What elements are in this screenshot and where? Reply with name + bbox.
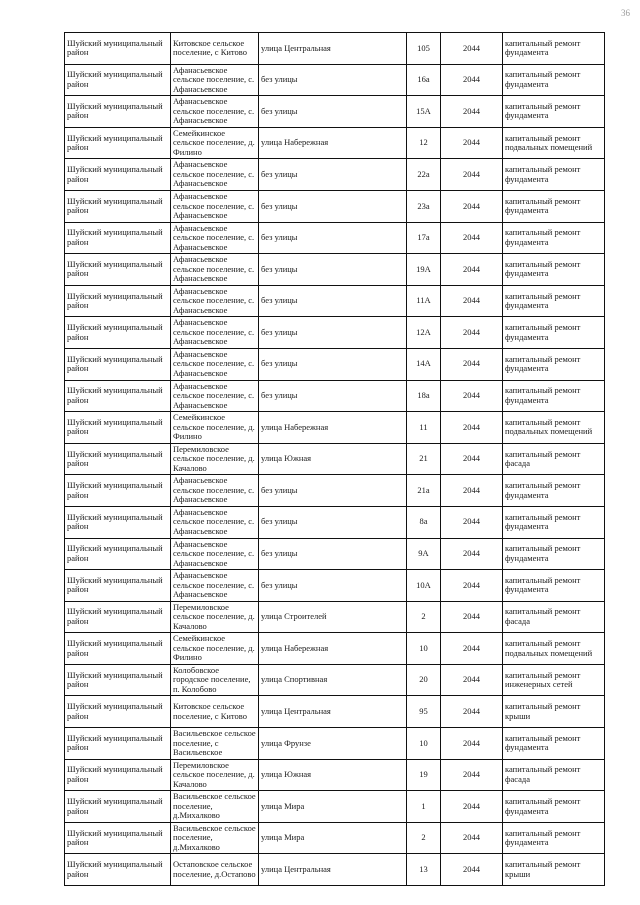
year-cell: 2044 xyxy=(441,380,503,412)
district-cell: Шуйский муниципальный район xyxy=(65,380,171,412)
table-row xyxy=(65,728,605,760)
house-number-cell: 18а xyxy=(407,380,441,412)
settlement-cell: Афанасьевское сельское поселение, с. Афанасьевское xyxy=(171,254,259,286)
house-number-cell: 2 xyxy=(407,822,441,854)
street-cell: без улицы xyxy=(259,64,407,96)
year-cell: 2044 xyxy=(441,96,503,128)
table-row xyxy=(65,317,605,349)
settlement-cell: Васильевское сельское поселение, с Васильевское xyxy=(171,728,259,760)
year-cell: 2044 xyxy=(441,696,503,728)
year-cell: 2044 xyxy=(441,127,503,159)
district-cell: Шуйский муниципальный район xyxy=(65,791,171,823)
street-cell: без улицы xyxy=(259,96,407,128)
street-cell: улица Набережная xyxy=(259,127,407,159)
street-cell: без улицы xyxy=(259,506,407,538)
house-number-cell: 21а xyxy=(407,475,441,507)
work-type-cell: капитальный ремонт фундамента xyxy=(503,475,605,507)
house-number-cell: 10А xyxy=(407,570,441,602)
work-type-cell: капитальный ремонт фасада xyxy=(503,443,605,475)
year-cell: 2044 xyxy=(441,664,503,696)
work-type-cell: капитальный ремонт фундамента xyxy=(503,96,605,128)
street-cell: улица Спортивная xyxy=(259,664,407,696)
district-cell: Шуйский муниципальный район xyxy=(65,96,171,128)
street-cell: без улицы xyxy=(259,475,407,507)
house-number-cell: 22а xyxy=(407,159,441,191)
house-number-cell: 20 xyxy=(407,664,441,696)
settlement-cell: Колобовское городское поселение, п. Колобово xyxy=(171,664,259,696)
street-cell: улица Фрунзе xyxy=(259,728,407,760)
house-number-cell: 13 xyxy=(407,854,441,886)
settlement-cell: Афанасьевское сельское поселение, с. Афанасьевское xyxy=(171,348,259,380)
table-row xyxy=(65,791,605,823)
table-row xyxy=(65,506,605,538)
work-type-cell: капитальный ремонт фасада xyxy=(503,601,605,633)
street-cell: улица Южная xyxy=(259,759,407,791)
year-cell: 2044 xyxy=(441,254,503,286)
house-number-cell: 23а xyxy=(407,190,441,222)
settlement-cell: Афанасьевское сельское поселение, с. Афанасьевское xyxy=(171,506,259,538)
house-number-cell: 2 xyxy=(407,601,441,633)
table-row xyxy=(65,96,605,128)
work-type-cell: капитальный ремонт фундамента xyxy=(503,538,605,570)
work-type-cell: капитальный ремонт фундамента xyxy=(503,822,605,854)
district-cell: Шуйский муниципальный район xyxy=(65,285,171,317)
year-cell: 2044 xyxy=(441,190,503,222)
house-number-cell: 19 xyxy=(407,759,441,791)
table-body xyxy=(65,33,605,886)
table-row xyxy=(65,348,605,380)
table-row xyxy=(65,64,605,96)
street-cell: без улицы xyxy=(259,222,407,254)
house-number-cell: 11А xyxy=(407,285,441,317)
settlement-cell: Афанасьевское сельское поселение, с. Афанасьевское xyxy=(171,159,259,191)
table-row xyxy=(65,380,605,412)
settlement-cell: Афанасьевское сельское поселение, с. Афанасьевское xyxy=(171,96,259,128)
settlement-cell: Перемиловское сельское поселение, д. Качалово xyxy=(171,601,259,633)
table-row xyxy=(65,254,605,286)
street-cell: улица Мира xyxy=(259,791,407,823)
settlement-cell: Афанасьевское сельское поселение, с. Афанасьевское xyxy=(171,317,259,349)
street-cell: без улицы xyxy=(259,570,407,602)
settlement-cell: Семейкинское сельское поселение, д. Филино xyxy=(171,127,259,159)
settlement-cell: Афанасьевское сельское поселение, с. Афанасьевское xyxy=(171,190,259,222)
work-type-cell: капитальный ремонт фундамента xyxy=(503,254,605,286)
work-type-cell: капитальный ремонт фундамента xyxy=(503,222,605,254)
street-cell: улица Набережная xyxy=(259,412,407,444)
settlement-cell: Афанасьевское сельское поселение, с. Афанасьевское xyxy=(171,64,259,96)
year-cell: 2044 xyxy=(441,285,503,317)
house-number-cell: 1 xyxy=(407,791,441,823)
work-type-cell: капитальный ремонт подвальных помещений xyxy=(503,412,605,444)
settlement-cell: Васильевское сельское поселение, д.Михалково xyxy=(171,791,259,823)
street-cell: без улицы xyxy=(259,159,407,191)
street-cell: без улицы xyxy=(259,317,407,349)
district-cell: Шуйский муниципальный район xyxy=(65,538,171,570)
house-number-cell: 15А xyxy=(407,96,441,128)
street-cell: без улицы xyxy=(259,190,407,222)
work-type-cell: капитальный ремонт крыши xyxy=(503,854,605,886)
district-cell: Шуйский муниципальный район xyxy=(65,601,171,633)
house-number-cell: 17а xyxy=(407,222,441,254)
district-cell: Шуйский муниципальный район xyxy=(65,222,171,254)
table-row xyxy=(65,570,605,602)
table-row xyxy=(65,664,605,696)
table-row xyxy=(65,475,605,507)
table-row xyxy=(65,412,605,444)
district-cell: Шуйский муниципальный район xyxy=(65,127,171,159)
house-number-cell: 19А xyxy=(407,254,441,286)
table-row xyxy=(65,443,605,475)
settlement-cell: Семейкинское сельское поселение, д. Филино xyxy=(171,633,259,665)
street-cell: улица Набережная xyxy=(259,633,407,665)
house-number-cell: 21 xyxy=(407,443,441,475)
district-cell: Шуйский муниципальный район xyxy=(65,348,171,380)
work-type-cell: капитальный ремонт подвальных помещений xyxy=(503,633,605,665)
district-cell: Шуйский муниципальный район xyxy=(65,64,171,96)
settlement-cell: Перемиловское сельское поселение, д. Качалово xyxy=(171,443,259,475)
house-number-cell: 10 xyxy=(407,728,441,760)
work-type-cell: капитальный ремонт крыши xyxy=(503,696,605,728)
year-cell: 2044 xyxy=(441,64,503,96)
settlement-cell: Афанасьевское сельское поселение, с. Афанасьевское xyxy=(171,380,259,412)
settlement-cell: Перемиловское сельское поселение, д. Качалово xyxy=(171,759,259,791)
year-cell: 2044 xyxy=(441,475,503,507)
table-row xyxy=(65,127,605,159)
house-number-cell: 11 xyxy=(407,412,441,444)
street-cell: улица Строителей xyxy=(259,601,407,633)
settlement-cell: Афанасьевское сельское поселение, с. Афанасьевское xyxy=(171,538,259,570)
work-type-cell: капитальный ремонт фундамента xyxy=(503,506,605,538)
district-cell: Шуйский муниципальный район xyxy=(65,506,171,538)
district-cell: Шуйский муниципальный район xyxy=(65,696,171,728)
district-cell: Шуйский муниципальный район xyxy=(65,190,171,222)
settlement-cell: Афанасьевское сельское поселение, с. Афанасьевское xyxy=(171,222,259,254)
house-number-cell: 16а xyxy=(407,64,441,96)
district-cell: Шуйский муниципальный район xyxy=(65,854,171,886)
street-cell: улица Южная xyxy=(259,443,407,475)
work-type-cell: капитальный ремонт фундамента xyxy=(503,791,605,823)
district-cell: Шуйский муниципальный район xyxy=(65,254,171,286)
year-cell: 2044 xyxy=(441,822,503,854)
table-row xyxy=(65,222,605,254)
year-cell: 2044 xyxy=(441,159,503,191)
street-cell: улица Центральная xyxy=(259,854,407,886)
year-cell: 2044 xyxy=(441,412,503,444)
settlement-cell: Семейкинское сельское поселение, д. Филино xyxy=(171,412,259,444)
district-cell: Шуйский муниципальный район xyxy=(65,33,171,65)
page-number: 36 xyxy=(621,8,630,18)
district-cell: Шуйский муниципальный район xyxy=(65,759,171,791)
settlement-cell: Китовское сельское поселение, с Китово xyxy=(171,33,259,65)
table-row xyxy=(65,285,605,317)
house-number-cell: 105 xyxy=(407,33,441,65)
house-number-cell: 8а xyxy=(407,506,441,538)
settlement-cell: Афанасьевское сельское поселение, с. Афанасьевское xyxy=(171,475,259,507)
table-row xyxy=(65,190,605,222)
work-type-cell: капитальный ремонт фундамента xyxy=(503,380,605,412)
year-cell: 2044 xyxy=(441,854,503,886)
settlement-cell: Афанасьевское сельское поселение, с. Афанасьевское xyxy=(171,285,259,317)
house-number-cell: 14А xyxy=(407,348,441,380)
work-type-cell: капитальный ремонт фундамента xyxy=(503,317,605,349)
work-type-cell: капитальный ремонт фундамента xyxy=(503,33,605,65)
work-type-cell: капитальный ремонт фундамента xyxy=(503,190,605,222)
year-cell: 2044 xyxy=(441,759,503,791)
district-cell: Шуйский муниципальный район xyxy=(65,664,171,696)
year-cell: 2044 xyxy=(441,222,503,254)
district-cell: Шуйский муниципальный район xyxy=(65,443,171,475)
street-cell: без улицы xyxy=(259,538,407,570)
house-number-cell: 9А xyxy=(407,538,441,570)
year-cell: 2044 xyxy=(441,506,503,538)
street-cell: без улицы xyxy=(259,285,407,317)
district-cell: Шуйский муниципальный район xyxy=(65,475,171,507)
street-cell: без улицы xyxy=(259,254,407,286)
house-number-cell: 12А xyxy=(407,317,441,349)
year-cell: 2044 xyxy=(441,633,503,665)
table-row xyxy=(65,854,605,886)
work-type-cell: капитальный ремонт фундамента xyxy=(503,348,605,380)
work-type-cell: капитальный ремонт инженерных сетей xyxy=(503,664,605,696)
district-cell: Шуйский муниципальный район xyxy=(65,728,171,760)
district-cell: Шуйский муниципальный район xyxy=(65,570,171,602)
street-cell: улица Центральная xyxy=(259,696,407,728)
table-row xyxy=(65,601,605,633)
work-type-cell: капитальный ремонт фундамента xyxy=(503,285,605,317)
district-cell: Шуйский муниципальный район xyxy=(65,822,171,854)
district-cell: Шуйский муниципальный район xyxy=(65,317,171,349)
settlement-cell: Остаповское сельское поселение, д.Остапово xyxy=(171,854,259,886)
table-row xyxy=(65,759,605,791)
table-row xyxy=(65,538,605,570)
street-cell: без улицы xyxy=(259,348,407,380)
table-row xyxy=(65,633,605,665)
district-cell: Шуйский муниципальный район xyxy=(65,412,171,444)
street-cell: улица Мира xyxy=(259,822,407,854)
year-cell: 2044 xyxy=(441,791,503,823)
year-cell: 2044 xyxy=(441,538,503,570)
table-row xyxy=(65,696,605,728)
settlement-cell: Афанасьевское сельское поселение, с. Афанасьевское xyxy=(171,570,259,602)
year-cell: 2044 xyxy=(441,348,503,380)
year-cell: 2044 xyxy=(441,728,503,760)
district-cell: Шуйский муниципальный район xyxy=(65,159,171,191)
house-number-cell: 95 xyxy=(407,696,441,728)
year-cell: 2044 xyxy=(441,33,503,65)
work-type-cell: капитальный ремонт фасада xyxy=(503,759,605,791)
work-type-cell: капитальный ремонт фундамента xyxy=(503,728,605,760)
settlement-cell: Китовское сельское поселение, с Китово xyxy=(171,696,259,728)
year-cell: 2044 xyxy=(441,601,503,633)
repair-schedule-table xyxy=(64,32,605,886)
house-number-cell: 10 xyxy=(407,633,441,665)
table-row xyxy=(65,159,605,191)
settlement-cell: Васильевское сельское поселение, д.Михалково xyxy=(171,822,259,854)
street-cell: без улицы xyxy=(259,380,407,412)
table-row xyxy=(65,33,605,65)
year-cell: 2044 xyxy=(441,570,503,602)
work-type-cell: капитальный ремонт фундамента xyxy=(503,64,605,96)
district-cell: Шуйский муниципальный район xyxy=(65,633,171,665)
street-cell: улица Центральная xyxy=(259,33,407,65)
year-cell: 2044 xyxy=(441,317,503,349)
house-number-cell: 12 xyxy=(407,127,441,159)
year-cell: 2044 xyxy=(441,443,503,475)
table-row xyxy=(65,822,605,854)
work-type-cell: капитальный ремонт фундамента xyxy=(503,159,605,191)
work-type-cell: капитальный ремонт фундамента xyxy=(503,570,605,602)
work-type-cell: капитальный ремонт подвальных помещений xyxy=(503,127,605,159)
